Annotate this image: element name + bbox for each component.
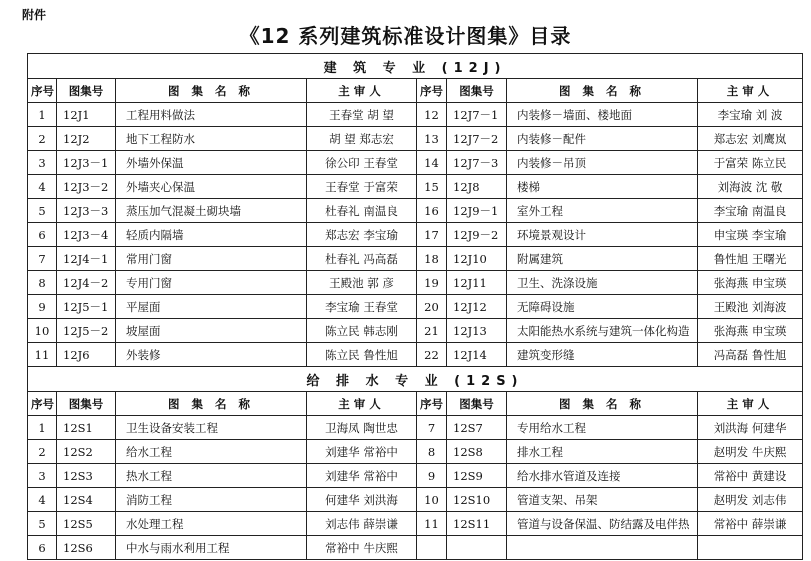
- name-cell: 蒸压加气混凝土砌块墙: [116, 199, 307, 223]
- code-cell: 12S10: [447, 488, 507, 512]
- reviewer-cell: 刘洪海 何建华: [698, 416, 803, 440]
- reviewer-cell: 张海燕 申宝瑛: [698, 319, 803, 343]
- seq-cell: 20: [417, 295, 447, 319]
- reviewer-cell: 赵明发 刘志伟: [698, 488, 803, 512]
- table-row: [28, 536, 803, 560]
- reviewer-cell: 杜春礼 南温良: [307, 199, 417, 223]
- reviewer-cell: 郑志宏 刘鹰岚: [698, 127, 803, 151]
- reviewer-cell: 鲁性旭 王曙光: [698, 247, 803, 271]
- reviewer-cell: 申宝瑛 李宝瑜: [698, 223, 803, 247]
- reviewer-cell: 王春堂 于富荣: [307, 175, 417, 199]
- table-row: [28, 175, 803, 199]
- code-cell: 12J3－4: [57, 223, 116, 247]
- header-code: 图集号: [447, 392, 507, 416]
- table-row: [28, 488, 803, 512]
- name-cell: 地下工程防水: [116, 127, 307, 151]
- reviewer-cell: 胡 望 郑志宏: [307, 127, 417, 151]
- header-name: 图 集 名 称: [507, 392, 698, 416]
- table-row: [28, 319, 803, 343]
- seq-cell: 4: [28, 175, 57, 199]
- name-cell: 专用给水工程: [507, 416, 698, 440]
- seq-cell: 18: [417, 247, 447, 271]
- reviewer-cell: 赵明发 牛庆熙: [698, 440, 803, 464]
- reviewer-cell: 王殿池 刘海波: [698, 295, 803, 319]
- code-cell: 12J7－1: [447, 103, 507, 127]
- code-cell: 12J3－2: [57, 175, 116, 199]
- seq-cell: 21: [417, 319, 447, 343]
- code-cell: 12S11: [447, 512, 507, 536]
- code-cell: 12J6: [57, 343, 116, 367]
- catalog-table: [27, 53, 803, 560]
- header-reviewer: 主审人: [307, 79, 417, 103]
- code-cell: [447, 536, 507, 560]
- code-cell: 12S3: [57, 464, 116, 488]
- catalog-body: [28, 54, 803, 560]
- reviewer-cell: 王殿池 郭 彦: [307, 271, 417, 295]
- code-cell: 12S8: [447, 440, 507, 464]
- header-name: 图 集 名 称: [116, 392, 307, 416]
- code-cell: 12J3－1: [57, 151, 116, 175]
- code-cell: 12J5－2: [57, 319, 116, 343]
- reviewer-cell: 常裕中 薛崇谦: [698, 512, 803, 536]
- section-title: 建 筑 专 业 (12J): [28, 54, 803, 79]
- seq-cell: 3: [28, 151, 57, 175]
- seq-cell: 16: [417, 199, 447, 223]
- seq-cell: 9: [28, 295, 57, 319]
- table-row: [28, 440, 803, 464]
- code-cell: 12J1: [57, 103, 116, 127]
- seq-cell: 11: [28, 343, 57, 367]
- name-cell: 楼梯: [507, 175, 698, 199]
- seq-cell: 10: [417, 488, 447, 512]
- header-seq: 序号: [28, 392, 57, 416]
- header-seq: 序号: [417, 79, 447, 103]
- column-header-row: [28, 392, 803, 416]
- seq-cell: 7: [417, 416, 447, 440]
- reviewer-cell: 李宝瑜 刘 波: [698, 103, 803, 127]
- table-row: [28, 295, 803, 319]
- reviewer-cell: 陈立民 鲁性旭: [307, 343, 417, 367]
- reviewer-cell: 陈立民 韩志刚: [307, 319, 417, 343]
- seq-cell: 22: [417, 343, 447, 367]
- name-cell: 管道与设备保温、防结露及电伴热: [507, 512, 698, 536]
- header-reviewer: 主审人: [698, 79, 803, 103]
- table-row: [28, 271, 803, 295]
- reviewer-cell: 郑志宏 李宝瑜: [307, 223, 417, 247]
- seq-cell: 7: [28, 247, 57, 271]
- code-cell: 12S5: [57, 512, 116, 536]
- code-cell: 12S4: [57, 488, 116, 512]
- reviewer-cell: 王春堂 胡 望: [307, 103, 417, 127]
- name-cell: 建筑变形缝: [507, 343, 698, 367]
- code-cell: 12J9－2: [447, 223, 507, 247]
- seq-cell: 1: [28, 103, 57, 127]
- reviewer-cell: 李宝瑜 王春堂: [307, 295, 417, 319]
- reviewer-cell: 刘志伟 薛崇谦: [307, 512, 417, 536]
- code-cell: 12J5－1: [57, 295, 116, 319]
- seq-cell: 8: [417, 440, 447, 464]
- reviewer-cell: 卫海凤 陶世忠: [307, 416, 417, 440]
- seq-cell: 5: [28, 512, 57, 536]
- name-cell: 排水工程: [507, 440, 698, 464]
- table-row: [28, 512, 803, 536]
- code-cell: 12J4－1: [57, 247, 116, 271]
- section-title: 给 排 水 专 业 (12S): [28, 367, 803, 392]
- code-cell: 12J14: [447, 343, 507, 367]
- code-cell: 12J8: [447, 175, 507, 199]
- header-reviewer: 主审人: [698, 392, 803, 416]
- name-cell: 平屋面: [116, 295, 307, 319]
- seq-cell: 13: [417, 127, 447, 151]
- seq-cell: 8: [28, 271, 57, 295]
- attachment-label: 附件: [22, 8, 47, 22]
- table-row: [28, 127, 803, 151]
- name-cell: 外墙外保温: [116, 151, 307, 175]
- seq-cell: 6: [28, 536, 57, 560]
- seq-cell: 17: [417, 223, 447, 247]
- name-cell: 卫生、洗涤设施: [507, 271, 698, 295]
- name-cell: 专用门窗: [116, 271, 307, 295]
- name-cell: 给水排水管道及连接: [507, 464, 698, 488]
- name-cell: 给水工程: [116, 440, 307, 464]
- code-cell: 12S2: [57, 440, 116, 464]
- code-cell: 12S1: [57, 416, 116, 440]
- section-title-row: [28, 54, 803, 79]
- reviewer-cell: 常裕中 黄建设: [698, 464, 803, 488]
- header-code: 图集号: [57, 79, 116, 103]
- seq-cell: 10: [28, 319, 57, 343]
- seq-cell: 2: [28, 127, 57, 151]
- name-cell: 消防工程: [116, 488, 307, 512]
- reviewer-cell: 刘海波 沈 敬: [698, 175, 803, 199]
- reviewer-cell: 李宝瑜 南温良: [698, 199, 803, 223]
- seq-cell: 12: [417, 103, 447, 127]
- seq-cell: 2: [28, 440, 57, 464]
- name-cell: 卫生设备安装工程: [116, 416, 307, 440]
- reviewer-cell: 常裕中 牛庆熙: [307, 536, 417, 560]
- reviewer-cell: 于富荣 陈立民: [698, 151, 803, 175]
- name-cell: 室外工程: [507, 199, 698, 223]
- code-cell: 12J7－2: [447, 127, 507, 151]
- header-name: 图 集 名 称: [116, 79, 307, 103]
- seq-cell: 3: [28, 464, 57, 488]
- code-cell: 12J2: [57, 127, 116, 151]
- seq-cell: 19: [417, 271, 447, 295]
- name-cell: 水处理工程: [116, 512, 307, 536]
- seq-cell: 5: [28, 199, 57, 223]
- name-cell: 轻质内隔墙: [116, 223, 307, 247]
- seq-cell: 15: [417, 175, 447, 199]
- name-cell: 工程用料做法: [116, 103, 307, 127]
- document-title: 《12 系列建筑标准设计图集》目录: [239, 24, 572, 48]
- name-cell: 太阳能热水系统与建筑一体化构造: [507, 319, 698, 343]
- reviewer-cell: 张海燕 申宝瑛: [698, 271, 803, 295]
- reviewer-cell: 刘建华 常裕中: [307, 440, 417, 464]
- code-cell: 12J9－1: [447, 199, 507, 223]
- name-cell: 坡屋面: [116, 319, 307, 343]
- name-cell: 管道支架、吊架: [507, 488, 698, 512]
- name-cell: [507, 536, 698, 560]
- name-cell: 中水与雨水利用工程: [116, 536, 307, 560]
- seq-cell: 6: [28, 223, 57, 247]
- code-cell: 12J3－3: [57, 199, 116, 223]
- reviewer-cell: 冯高磊 鲁性旭: [698, 343, 803, 367]
- code-cell: 12S6: [57, 536, 116, 560]
- seq-cell: [417, 536, 447, 560]
- header-name: 图 集 名 称: [507, 79, 698, 103]
- seq-cell: 14: [417, 151, 447, 175]
- seq-cell: 9: [417, 464, 447, 488]
- code-cell: 12J10: [447, 247, 507, 271]
- reviewer-cell: 何建华 刘洪海: [307, 488, 417, 512]
- name-cell: 常用门窗: [116, 247, 307, 271]
- name-cell: 内装修－吊顶: [507, 151, 698, 175]
- reviewer-cell: 杜春礼 冯高磊: [307, 247, 417, 271]
- column-header-row: [28, 79, 803, 103]
- name-cell: 附属建筑: [507, 247, 698, 271]
- name-cell: 外墙夹心保温: [116, 175, 307, 199]
- table-row: [28, 343, 803, 367]
- name-cell: 热水工程: [116, 464, 307, 488]
- name-cell: 无障碍设施: [507, 295, 698, 319]
- table-row: [28, 199, 803, 223]
- code-cell: 12J12: [447, 295, 507, 319]
- code-cell: 12J7－3: [447, 151, 507, 175]
- header-seq: 序号: [417, 392, 447, 416]
- name-cell: 环境景观设计: [507, 223, 698, 247]
- code-cell: 12J13: [447, 319, 507, 343]
- name-cell: 内装修－配件: [507, 127, 698, 151]
- seq-cell: 1: [28, 416, 57, 440]
- code-cell: 12J11: [447, 271, 507, 295]
- table-row: [28, 103, 803, 127]
- seq-cell: 4: [28, 488, 57, 512]
- section-title-row: [28, 367, 803, 392]
- reviewer-cell: [698, 536, 803, 560]
- name-cell: 内装修－墙面、楼地面: [507, 103, 698, 127]
- name-cell: 外装修: [116, 343, 307, 367]
- code-cell: 12J4－2: [57, 271, 116, 295]
- reviewer-cell: 刘建华 常裕中: [307, 464, 417, 488]
- header-code: 图集号: [57, 392, 116, 416]
- table-row: [28, 464, 803, 488]
- table-row: [28, 416, 803, 440]
- header-reviewer: 主审人: [307, 392, 417, 416]
- table-row: [28, 247, 803, 271]
- table-row: [28, 151, 803, 175]
- table-row: [28, 223, 803, 247]
- code-cell: 12S7: [447, 416, 507, 440]
- code-cell: 12S9: [447, 464, 507, 488]
- header-code: 图集号: [447, 79, 507, 103]
- seq-cell: 11: [417, 512, 447, 536]
- header-seq: 序号: [28, 79, 57, 103]
- reviewer-cell: 徐公印 王春堂: [307, 151, 417, 175]
